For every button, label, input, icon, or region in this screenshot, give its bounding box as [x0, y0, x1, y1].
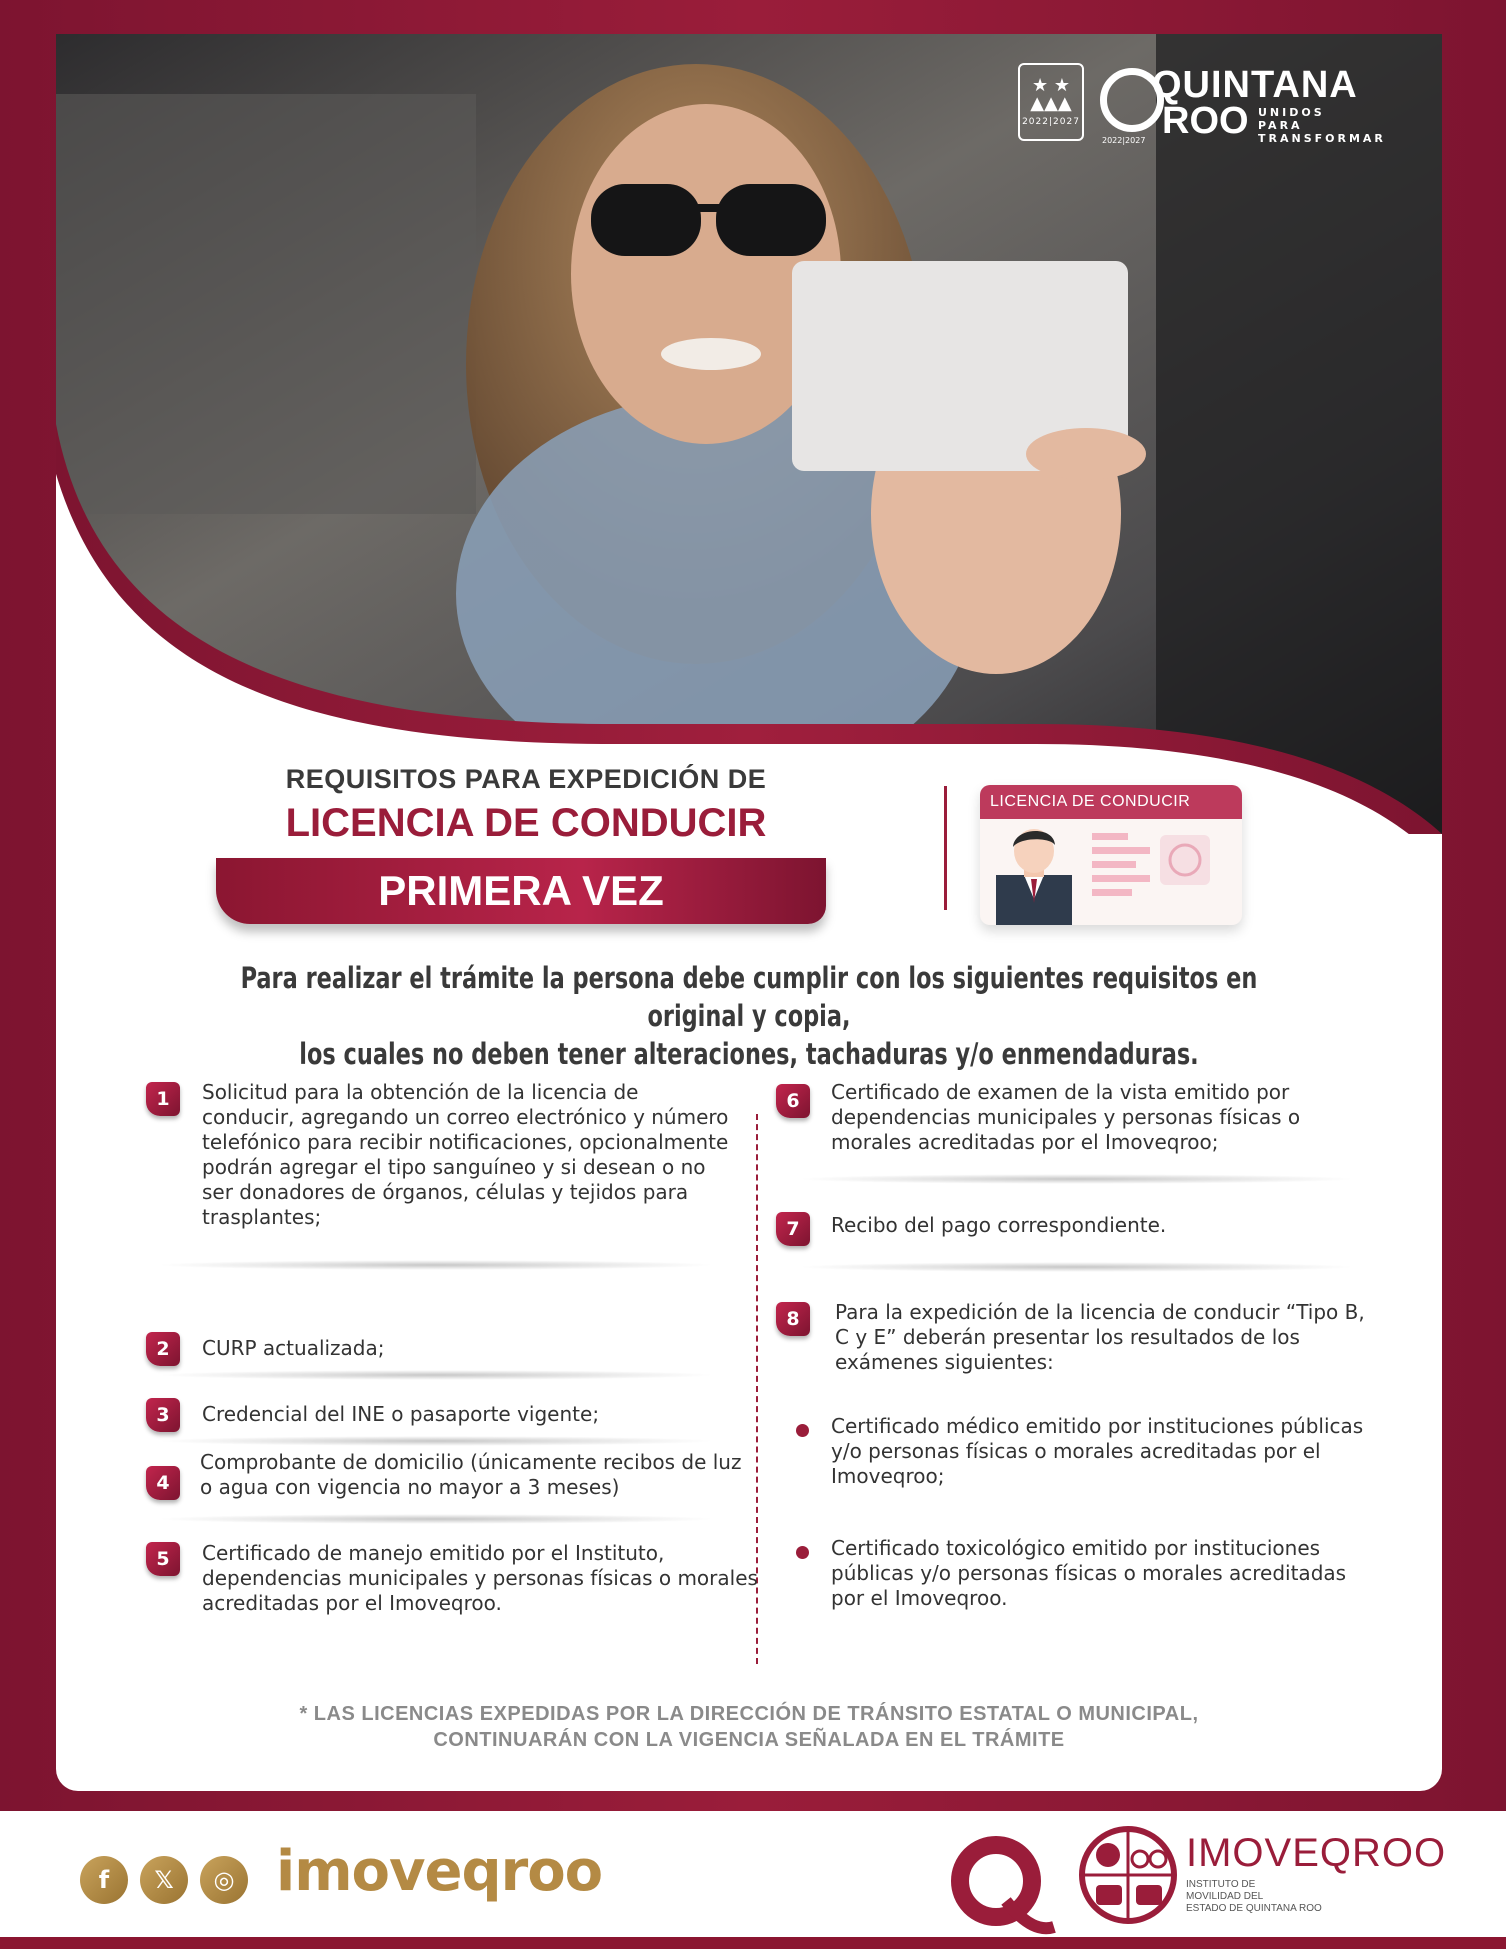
quintana-roo-logo: QUINTANA ROO UNIDOS PARA TRANSFORMAR 2022|2027 — [1102, 64, 1386, 145]
separator — [156, 1370, 716, 1380]
requirement-4: Comprobante de domicilio (únicamente recibos de luz o agua con vigencia no mayor a 3 meses) — [200, 1450, 742, 1499]
footer-bar — [0, 1811, 1506, 1949]
title-block — [276, 764, 776, 924]
quintana-roo-q-icon — [946, 1831, 1056, 1941]
facebook-icon[interactable]: f — [80, 1856, 128, 1904]
req-badge-7: 7 — [776, 1212, 810, 1246]
requirement-3: Credencial del INE o pasaporte vigente; — [202, 1402, 600, 1426]
bullet-dot — [796, 1424, 809, 1437]
separator — [156, 1260, 716, 1270]
requirement-2: CURP actualizada; — [202, 1336, 385, 1360]
bottom-strip — [0, 1937, 1506, 1949]
content-panel — [56, 34, 1442, 1791]
requirement-6: Certificado de examen de la vista emitido por dependencias municipales y personas físicas o morales acreditadas por el Imoveqroo; — [831, 1080, 1301, 1154]
sub-requirement-1: Certificado médico emitido por instituciones públicas y/o personas físicas o morales acreditadas por el Imoveqroo; — [831, 1414, 1364, 1488]
footnote: * LAS LICENCIAS EXPEDIDAS POR LA DIRECCIÓN DE TRÁNSITO ESTATAL O MUNICIPAL, CONTINUARÁN CON LA VIGENCIA SEÑALADA EN EL TRÁMITE — [299, 1703, 1199, 1751]
instagram-icon[interactable]: ◎ — [200, 1856, 248, 1904]
title-divider — [944, 786, 947, 910]
requirement-7: Recibo del pago correspondiente. — [831, 1213, 1167, 1237]
separator — [796, 1262, 1356, 1272]
title-main: LICENCIA DE CONDUCIR — [285, 801, 767, 845]
req-badge-1: 1 — [146, 1082, 180, 1116]
title-pill: PRIMERA VEZ — [216, 858, 826, 924]
requirement-1: Solicitud para la obtención de la licencia de conducir, agregando un correo electrónico y número telefónico para recibir notificaciones, opcionalmente podrán agregar el tipo sanguíneo y si desean o no ser donadores de órganos, células y tejidos para trasplantes; — [202, 1080, 729, 1229]
sub-requirement-2: Certificado toxicológico emitido por instituciones públicas y/o personas físicas o morales acreditadas por el Imoveqroo. — [831, 1536, 1347, 1610]
x-icon[interactable]: 𝕏 — [140, 1856, 188, 1904]
req-badge-5: 5 — [146, 1542, 180, 1576]
org-subtitle: INSTITUTO DE MOVILIDAD DEL ESTADO DE QUINTANA ROO — [1186, 1879, 1322, 1914]
state-seal-icon: ★ ★ ▲▲▲ 2022|2027 — [1018, 63, 1084, 141]
imoveqroo-emblem-icon — [1078, 1825, 1178, 1925]
org-name: IMOVEQROO — [1186, 1831, 1447, 1875]
req-badge-3: 3 — [146, 1398, 180, 1432]
req-badge-8: 8 — [776, 1302, 810, 1336]
title-pre: REQUISITOS PARA EXPEDICIÓN DE — [285, 764, 767, 794]
req-badge-4: 4 — [146, 1466, 180, 1500]
separator — [796, 1174, 1356, 1184]
requirement-8: Para la expedición de la licencia de conducir “Tipo B, C y E” deberán presentar los resultados de los exámenes siguientes: — [835, 1300, 1365, 1374]
requirement-5: Certificado de manejo emitido por el Instituto, dependencias municipales y personas físicas o morales acreditadas por el Imoveqroo. — [202, 1541, 758, 1615]
intro-text: Para realizar el trámite la persona debe cumplir con los siguientes requisitos en original y copia, los cuales no deben tener alteraciones, tachaduras y/o enmendaduras. — [240, 961, 1258, 1071]
government-logos — [1018, 62, 1386, 145]
social-handle: imoveqroo — [276, 1839, 603, 1904]
req-badge-2: 2 — [146, 1332, 180, 1366]
license-card-label: LICENCIA DE CONDUCIR — [980, 785, 1242, 819]
bullet-dot — [796, 1546, 809, 1559]
separator — [156, 1514, 716, 1524]
license-card-illustration — [980, 785, 1242, 925]
req-badge-6: 6 — [776, 1084, 810, 1118]
separator — [156, 1436, 716, 1446]
license-avatar-icon — [980, 819, 1242, 925]
hero-photo — [56, 34, 1442, 834]
